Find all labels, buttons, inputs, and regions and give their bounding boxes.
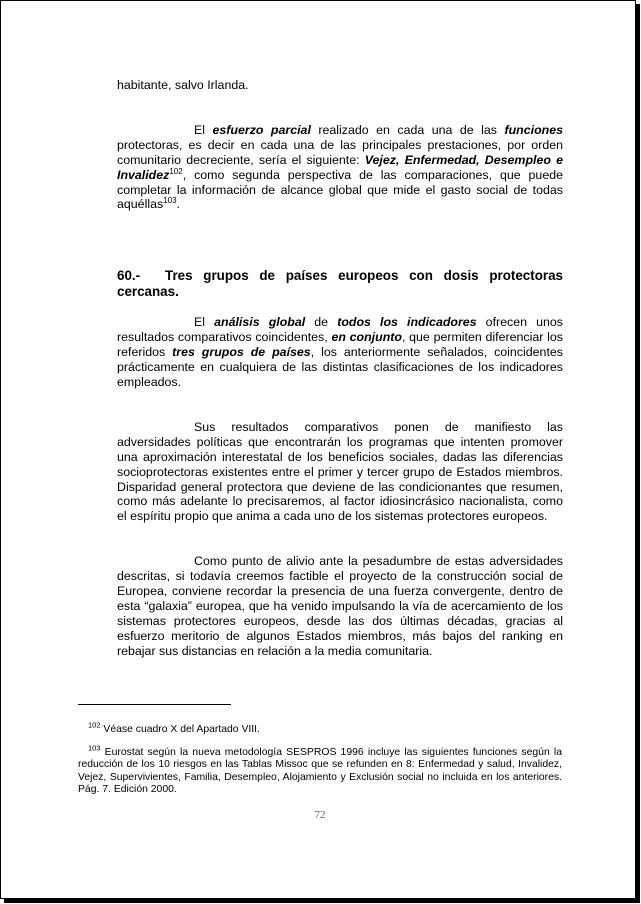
section-heading [117, 268, 563, 300]
footnote-102: $^{102}$ Véase cuadro X del Apartado VIII. [88, 720, 260, 735]
paragraph-analisis-global: El análisis global de todos los indicadores ofrecen unos resultados comparativos coincidentes, en conjunto, que permiten diferenciar los referidos tres grupos de países, los anteriormente señalados, coincidentes prácticamente en cualquiera de las distintas clasificaciones de los indicadores empleados. [117, 315, 563, 389]
section-title: Tres grupos de países europeos con dosis protectoras cercanas. [117, 268, 563, 300]
footnote-separator [78, 704, 231, 705]
footnote-ref-102: 102 [169, 166, 183, 176]
footnote-ref-103: 103 [163, 196, 177, 206]
section-number: 60.- [117, 268, 141, 284]
footnotes [78, 720, 562, 797]
paragraph-punto-de-alivio: Como punto de alivio ante la pesadumbre de estas adversidades descritas, si todavía creemos factible el proyecto de la construcción social de Europea, conviene recordar la presencia de una fuerza convergente, dentro de esta “galaxia” europea, que ha venido impulsando la vía de acercamiento de los sistemas protectores europeos, desde las dos últimas décadas, gracias al esfuerzo meritorio de algunos Estados miembros, más bajos del ranking en rebajar sus distancias en relación a la media comunitaria. [117, 554, 563, 658]
paragraph-esfuerzo-parcial: El esfuerzo parcial realizado en cada una de las funciones protectoras, es decir en cada una de las principales prestaciones, por orden comunitario decreciente, sería el siguiente: Vejez, Enfermedad, Desempleo e Invalidez$^{102}$, como segunda perspectiva de las comparaciones, que puede completar la información de alcance global que mide el gasto social de todas aquéllas$^{103}$. [117, 122, 563, 212]
footnote-103: $^{103}$ Eurostat según la nueva metodología SESPROS 1996 incluye las siguientes funciones según la reducción de los 10 riesgos en las Tablas Missoc que se refunden en 8: Enfermedad y salud, Invalidez, Vejez, Supervivientes, Familia, Desempleo, Alojamiento y Exclusión social no incluida en los anteriores. Pág. 7. Edición 2000. [78, 743, 562, 796]
paragraph-resultados: Sus resultados comparativos ponen de manifiesto las adversidades políticas que encontrarán los programas que intenten promover una aproximación interestatal de los beneficios sociales, dadas las diferencias socioprotectoras existentes entre el primer y tercer grupo de Estados miembros. Disparidad general protectora que deviene de las condicionantes que resumen, como más adelante lo precisaremos, al factor idiosincrásico nacionalista, como el espíritu propio que anima a cada uno de los sistemas protectores europeos. [117, 419, 563, 524]
paragraph-continuation: habitante, salvo Irlanda. [117, 78, 249, 92]
body-text [117, 78, 563, 659]
page-number: 72 [314, 809, 326, 821]
